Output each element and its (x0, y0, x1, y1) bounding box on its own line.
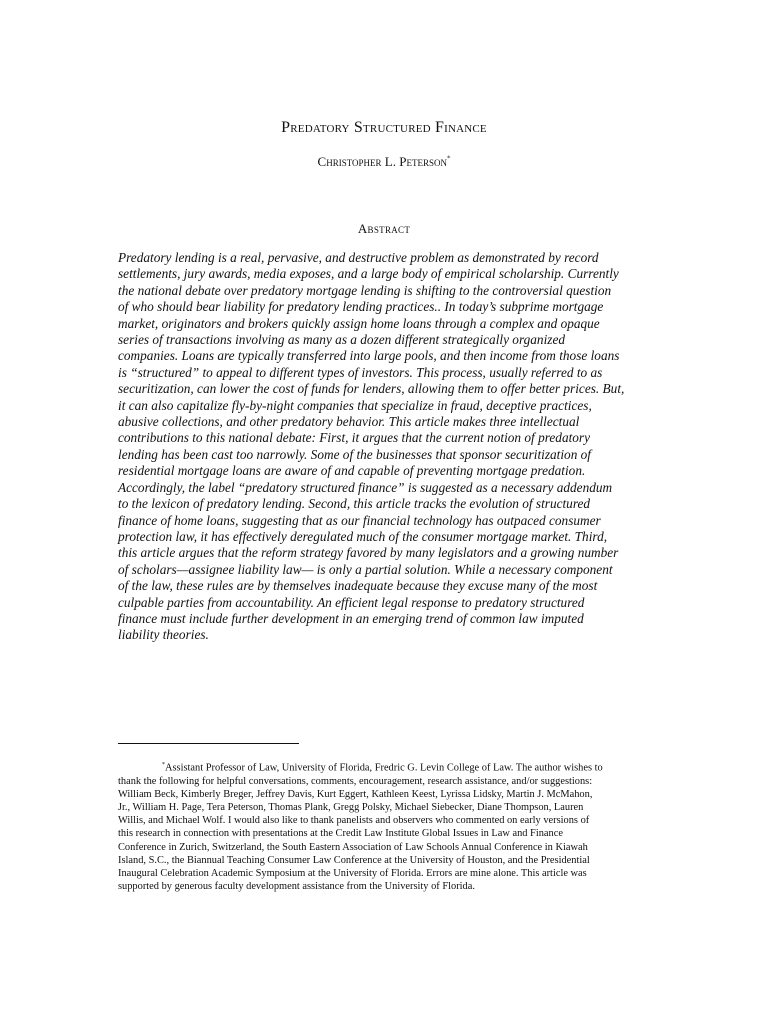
footnote-line (118, 759, 652, 775)
footnote (118, 759, 652, 894)
abstract-line: the national debate over predatory mortgage lending is shifting to the controversial question (118, 282, 612, 298)
abstract-line: to the lexicon of predatory lending. Second, this article tracks the evolution of structured (118, 496, 591, 512)
abstract-line: protection law, it has effectively deregulated much of the consumer mortgage market. Third, (118, 528, 608, 544)
footnote-text: Assistant Professor of Law, University of Florida, Fredric G. Levin College of Law. The author wishes to (165, 762, 603, 774)
author-name: Christopher L. Peterson (317, 154, 447, 169)
footnote-line: supported by generous faculty development assistance from the University of Florida. (118, 881, 475, 893)
author-footnote-mark: * (446, 154, 451, 163)
abstract-line: Accordingly, the label “predatory structured finance” is suggested as a necessary addendum (118, 479, 613, 495)
author-line (0, 154, 768, 170)
abstract-line: finance of home loans, suggesting that as our financial technology has outpaced consumer (118, 512, 601, 528)
footnote-line: Jr., William H. Page, Tera Peterson, Thomas Plank, Gregg Polsky, Michael Siebecker, Diane Thompson, Lauren (118, 802, 584, 814)
abstract-line: securitization, can lower the cost of funds for lenders, allowing them to offer better prices. But, (118, 381, 625, 397)
abstract-line: residential mortgage loans are aware of and capable of preventing mortgage predation. (118, 463, 586, 479)
abstract-line: finance must include further development in an emerging trend of common law imputed (118, 610, 584, 626)
abstract-line: lending has been cast too narrowly. Some of the businesses that sponsor securitization of (118, 446, 592, 462)
paper-title: Predatory Structured Finance (281, 119, 487, 136)
abstract-line: liability theories. (118, 627, 209, 643)
abstract-heading: Abstract (357, 221, 411, 236)
abstract-line: culpable parties from accountability. An efficient legal response to predatory structured (118, 594, 585, 610)
footnote-line: Conference in Zurich, Switzerland, the South Eastern Association of Law Schools Annual Conference in Kiawah (118, 841, 588, 853)
abstract-line: series of transactions involving as many as a dozen different strategically organized (118, 332, 566, 348)
footnote-line: Willis, and Michael Wolf. I would also like to thank panelists and observers who commented on early versions of (118, 815, 590, 827)
abstract-line: of scholars—assignee liability law— is only a partial solution. While a necessary component (118, 561, 613, 577)
footnote-line: thank the following for helpful conversations, comments, encouragement, research assistance, and/or suggestions: (118, 775, 593, 787)
abstract-line: is “structured” to appeal to different types of investors. This process, usually referred to as (118, 364, 603, 380)
abstract-line: of the law, these rules are by themselves inadequate because they excuse many of the most (118, 578, 598, 594)
abstract-line: contributions to this national debate: First, it argues that the current notion of predatory (118, 430, 591, 446)
footnote-mark: * (162, 762, 165, 768)
abstract-line: of who should bear liability for predatory lending practices.. In today’s subprime mortgage (118, 299, 604, 315)
abstract-line: abusive collections, and other predatory behavior. This article makes three intellectual (118, 414, 580, 430)
abstract-line: Predatory lending is a real, pervasive, and destructive problem as demonstrated by record (118, 250, 599, 265)
abstract-line: market, originators and brokers quickly assign home loans through a complex and opaque (118, 315, 600, 331)
footnote-line: Inaugural Celebration Academic Symposium at the University of Florida. Errors are mine alone. This article was (118, 868, 587, 880)
footnote-divider (118, 743, 299, 744)
abstract-line: settlements, jury awards, media exposes, and a large body of empirical scholarship. Currently (118, 266, 619, 282)
abstract-line: companies. Loans are typically transferred into large pools, and then income from those loans (118, 348, 620, 364)
footnote-line: William Beck, Kimberly Breger, Jeffrey Davis, Kurt Eggert, Kathleen Keest, Lyrissa Lidsky, Martin J. McMahon, (118, 788, 593, 800)
footnote-line: this research in connection with presentations at the Credit Law Institute Global Issues in Law and Finance (118, 828, 563, 840)
abstract-body (118, 250, 654, 644)
footnote-line: Island, S.C., the Biannual Teaching Consumer Law Conference at the University of Houston, and the Presidential (118, 854, 590, 866)
abstract-line: this article argues that the reform strategy favored by many legislators and a growing number (118, 545, 619, 561)
abstract-line: it can also capitalize fly-by-night companies that specialize in fraud, deceptive practices, (118, 397, 592, 413)
